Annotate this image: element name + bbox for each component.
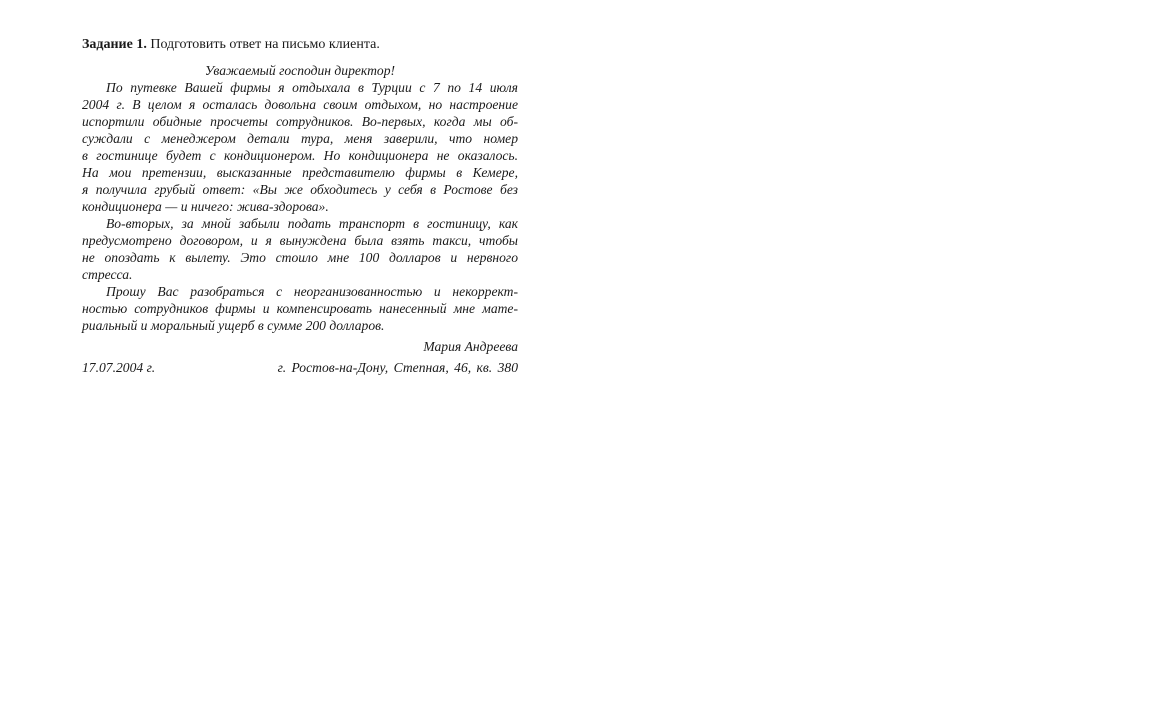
letter-line: ностью сотрудников фирмы и компенсировать нанесенный мне мате- xyxy=(82,301,518,316)
letter-line: в гостинице будет с кондиционером. Но кондиционера не оказалось. xyxy=(82,148,518,163)
letter-salutation: Уважаемый господин директор! xyxy=(204,63,396,78)
letter-line: риальный и моральный ущерб в сумме 200 долларов. xyxy=(82,318,385,333)
letter-paragraph xyxy=(82,283,518,334)
letter-line: кондиционера — и ничего: жива-здорова». xyxy=(82,199,329,214)
task-label: Задание 1. xyxy=(82,37,147,52)
letter-line: Прошу Вас разобраться с неорганизованностью и некоррект- xyxy=(106,284,518,299)
letter-paragraph xyxy=(82,215,518,283)
letter-date: 17.07.2004 г. xyxy=(82,360,156,375)
letter-line: суждали с менеджером детали тура, меня заверили, что номер xyxy=(82,131,518,146)
letter-line: На мои претензии, высказанные представителю фирмы в Кемере, xyxy=(82,165,518,180)
letter-line: По путевке Вашей фирмы я отдыхала в Турции с 7 по 14 июля xyxy=(106,80,518,95)
task-text: Подготовить ответ на письмо клиента. xyxy=(146,37,380,52)
letter-line: Во-вторых, за мной забыли подать транспорт в гостиницу, как xyxy=(106,216,518,231)
letter-footer xyxy=(82,359,518,376)
letter-line: стресса. xyxy=(82,267,133,282)
letter-address: г. Ростов-на-Дону, Степная, 46, кв. 380 xyxy=(277,360,518,375)
client-letter xyxy=(82,62,518,376)
letter-line: я получила грубый ответ: «Вы же обходитесь у себя в Ростове без xyxy=(82,182,518,197)
task-heading xyxy=(82,36,518,54)
letter-paragraph xyxy=(82,79,518,215)
letter-line: 2004 г. В целом я осталась довольна своим отдыхом, но настроение xyxy=(82,97,518,112)
letter-line: предусмотрено договором, и я вынуждена была взять такси, чтобы xyxy=(82,233,518,248)
document-page xyxy=(82,36,518,376)
letter-line: испортили обидные просчеты сотрудников. Во-первых, когда мы об- xyxy=(82,114,518,129)
letter-line: не опоздать к вылету. Это стоило мне 100 долларов и нервного xyxy=(82,250,518,265)
letter-signature: Мария Андреева xyxy=(423,339,518,354)
